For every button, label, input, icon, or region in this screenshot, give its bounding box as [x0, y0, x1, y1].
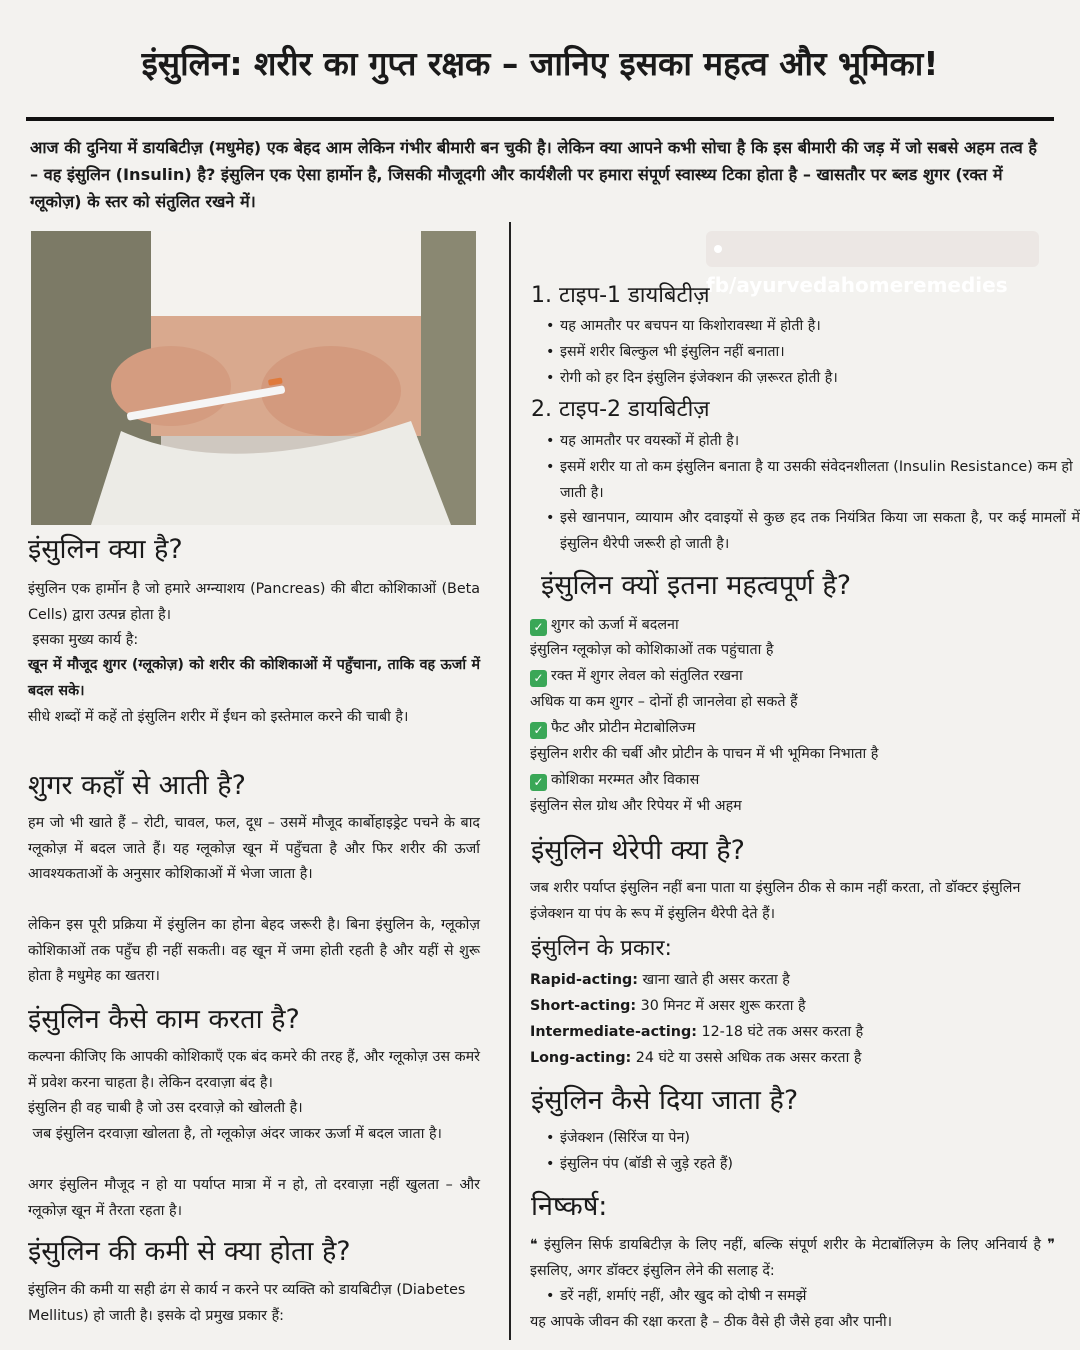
type1-bullet: • यह आमतौर पर बचपन या किशोरावस्था में होती है।: [530, 314, 1060, 340]
heading-why-important: इंसुलिन क्यों इतना महत्वपूर्ण है?: [541, 570, 852, 601]
type1-bullet: • इसमें शरीर बिल्कुल भी इंसुलिन नहीं बनाता।: [530, 340, 1060, 366]
how-paragraph-3: जब इंसुलिन दरवाज़ा खोलता है, तो ग्लूकोज़ अंदर जाकर ऊर्जा में बदल जाता है।: [28, 1126, 442, 1142]
conclusion-paragraph-2: यह आपके जीवन की रक्षा करता है – ठीक वैसे ही जैसे हवा और पानी।: [530, 1314, 893, 1330]
heading-how-insulin-works: इंसुलिन कैसे काम करता है?: [28, 1004, 300, 1035]
why-item-title: [530, 664, 1050, 690]
intro-paragraph: आज की दुनिया में डायबिटीज़ (मधुमेह) एक बेहद आम लेकिन गंभीर बीमारी बन चुकी है। लेकिन क्या आपने कभी सोचा है कि इस बीमारी की जड़ में जो सबसे अहम तत्व है – वह इंसुलिन (Insulin) है? इंसुलिन एक ऐसा हार्मोन है, जिसकी मौजूदगी और कार्यशैली पर हमारा संपूर्ण स्वास्थ्य टिका होता है – खासतौर पर ब्लड शुगर (रक्त में ग्लूकोज़) के स्तर को संतुलित रखने में।: [30, 138, 1038, 211]
heading-insulin-therapy: इंसुलिन थेरेपी क्या है?: [531, 835, 745, 866]
type2-bullet: • इसमें शरीर या तो कम इंसुलिन बनाता है या उसकी संवेदनशीलता (Insulin Resistance) कम हो जाती है।: [530, 455, 1080, 506]
insulin-type-label: Rapid-acting:: [530, 972, 638, 988]
insulin-type-text: खाना खाते ही असर करता है: [637, 972, 790, 988]
insulin-type-label: Long-acting:: [530, 1050, 632, 1066]
what-paragraph-3: सीधे शब्दों में कहें तो इंसुलिन शरीर में ईंधन को इस्तेमाल करने की चाबी है।: [28, 709, 409, 725]
check-icon: ✓: [530, 670, 547, 687]
how-paragraph-1: कल्पना कीजिए कि आपकी कोशिकाएँ एक बंद कमरे की तरह हैं, और ग्लूकोज़ उस कमरे में प्रवेश करना चाहता है। लेकिन दरवाज़ा बंद है।: [28, 1049, 480, 1091]
insulin-type-text: 24 घंटे या उससे अधिक तक असर करता है: [631, 1050, 862, 1066]
why-item-title: [530, 613, 1050, 639]
heading-insulin-types: इंसुलिन के प्रकार:: [531, 936, 672, 961]
heading-sugar-source: शुगर कहाँ से आती है?: [28, 770, 246, 801]
what-paragraph-2: इसका मुख्य कार्य है:: [28, 632, 139, 648]
insulin-type-text: 12-18 घंटे तक असर करता है: [696, 1024, 864, 1040]
why-item-desc: इंसुलिन सेल ग्रोथ और रिपेयर में भी अहम: [530, 798, 742, 814]
insulin-type-item: [530, 1046, 1050, 1072]
type1-bullet: • रोगी को हर दिन इंसुलिन इंजेक्शन की ज़रूरत होती है।: [530, 366, 1060, 392]
why-item-title-text: शुगर को ऊर्जा में बदलना: [551, 617, 679, 633]
conclusion-bullet: • डरें नहीं, शर्माएं नहीं, और खुद को दोषी न समझें: [530, 1284, 1060, 1310]
sugar-paragraph-2: लेकिन इस पूरी प्रक्रिया में इंसुलिन का होना बेहद जरूरी है। बिना इंसुलिन के, ग्लूकोज़ कोशिकाओं तक पहुँच ही नहीं सकती। वह खून में जमा होती रहती है और यहीं से शुरू होता है मधुमेह का खतरा।: [28, 917, 480, 984]
delivery-bullet: • इंसुलिन पंप (बॉडी से जुड़े रहते हैं): [530, 1152, 1060, 1178]
type2-bullet: • यह आमतौर पर वयस्कों में होती है।: [530, 429, 1080, 455]
how-paragraph-2: इंसुलिन ही वह चाबी है जो उस दरवाज़े को खोलती है।: [28, 1100, 303, 1116]
heading-type-1: 1. टाइप-1 डायबिटीज़: [531, 283, 710, 308]
sugar-paragraph-1: हम जो भी खाते हैं – रोटी, चावल, फल, दूध – उसमें मौजूद कार्बोहाइड्रेट पचने के बाद ग्लूकोज़ में बदल जाते हैं। यह ग्लूकोज़ खून में पहुँचता है और फिर शरीर की ऊर्जा आवश्यकताओं के अनुसार कोशिकाओं में भेजा जाता है।: [28, 815, 480, 882]
page-title: इंसुलिन: शरीर का गुप्त रक्षक – जानिए इसका महत्व और भूमिका!: [141, 44, 939, 83]
why-item-desc: अधिक या कम शुगर – दोनों ही जानलेवा हो सकते हैं: [530, 694, 798, 710]
insulin-type-text: 30 मिनट में असर शुरू करता है: [636, 998, 806, 1014]
why-item-title: [530, 768, 1050, 794]
insulin-type-label: Intermediate-acting:: [530, 1024, 697, 1040]
what-paragraph-1: इंसुलिन एक हार्मोन है जो हमारे अग्न्याशय (Pancreas) की बीटा कोशिकाओं (Beta Cells) द्वारा उत्पन्न होता है।: [28, 581, 480, 623]
title-divider: [26, 117, 1054, 121]
conclusion-paragraph-1: ❝ इंसुलिन सिर्फ डायबिटीज़ के लिए नहीं, बल्कि संपूर्ण शरीर के मेटाबॉलिज़्म के लिए अनिवार्य है ❞ इसलिए, अगर डॉक्टर इंसुलिन लेने की सलाह दें:: [530, 1237, 1055, 1279]
insulin-injection-photo: [31, 231, 476, 525]
insulin-type-item: [530, 1020, 1050, 1046]
check-icon: ✓: [530, 722, 547, 739]
why-item-title-text: फैट और प्रोटीन मेटाबोलिज्म: [551, 720, 696, 736]
delivery-bullet: • इंजेक्शन (सिरिंज या पेन): [530, 1126, 1060, 1152]
column-divider: [509, 222, 511, 1340]
watermark-text: fb/ayurvedahomeremedies: [706, 273, 1008, 297]
what-paragraph-bold: खून में मौजूद शुगर (ग्लूकोज़) को शरीर की कोशिकाओं में पहुँचाना, ताकि वह ऊर्जा में बदल सके।: [28, 657, 480, 699]
why-item-title: [530, 716, 1050, 742]
why-item-title-text: रक्त में शुगर लेवल को संतुलित रखना: [551, 668, 743, 684]
insulin-type-item: [530, 994, 1050, 1020]
heading-how-given: इंसुलिन कैसे दिया जाता है?: [531, 1085, 799, 1116]
how-paragraph-4: अगर इंसुलिन मौजूद न हो या पर्याप्त मात्रा में न हो, तो दरवाज़ा नहीं खुलता – और ग्लूकोज़ खून में तैरता रहता है।: [28, 1177, 480, 1219]
dot-icon: [714, 245, 722, 253]
insulin-type-label: Short-acting:: [530, 998, 637, 1014]
heading-insulin-deficiency: इंसुलिन की कमी से क्या होता है?: [28, 1236, 351, 1267]
social-watermark: [706, 231, 1039, 297]
why-item-desc: इंसुलिन शरीर की चर्बी और प्रोटीन के पाचन में भी भूमिका निभाता है: [530, 746, 879, 762]
type2-bullet: • इसे खानपान, व्यायाम और दवाइयों से कुछ हद तक नियंत्रित किया जा सकता है, पर कई मामलों में इंसुलिन थैरेपी जरूरी हो जाती है।: [530, 506, 1080, 557]
heading-type-2: 2. टाइप-2 डायबिटीज़: [531, 397, 710, 422]
heading-what-is-insulin: इंसुलिन क्या है?: [28, 534, 183, 565]
insulin-type-item: [530, 968, 1050, 994]
why-item-title-text: कोशिका मरम्मत और विकास: [551, 772, 700, 788]
check-icon: ✓: [530, 774, 547, 791]
why-item-desc: इंसुलिन ग्लूकोज़ को कोशिकाओं तक पहुंचाता है: [530, 642, 774, 658]
deficiency-paragraph: इंसुलिन की कमी या सही ढंग से कार्य न करने पर व्यक्ति को डायबिटीज़ (Diabetes Mellitus) हो जाती है। इसके दो प्रमुख प्रकार हैं:: [28, 1282, 466, 1324]
check-icon: ✓: [530, 619, 547, 636]
therapy-paragraph: जब शरीर पर्याप्त इंसुलिन नहीं बना पाता या इंसुलिन ठीक से काम नहीं करता, तो डॉक्टर इंसुलिन इंजेक्शन या पंप के रूप में इंसुलिन थैरेपी देते हैं।: [530, 880, 1021, 922]
heading-conclusion: निष्कर्ष:: [531, 1191, 608, 1222]
